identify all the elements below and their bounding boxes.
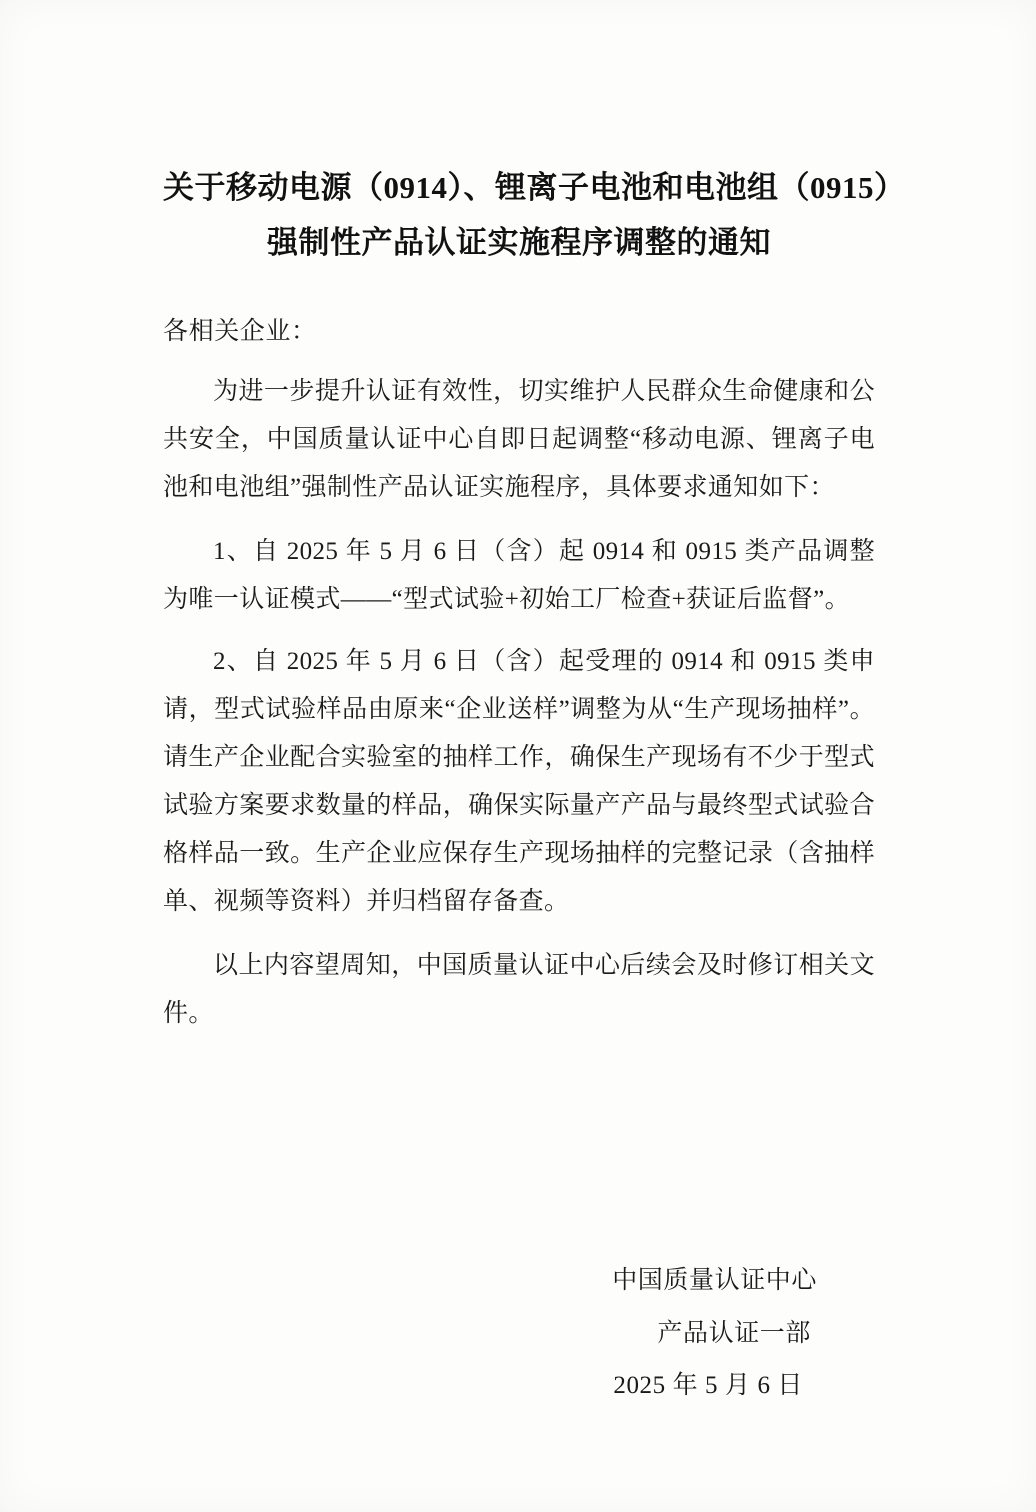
paragraph-item-2: 2、自 2025 年 5 月 6 日（含）起受理的 0914 和 0915 类申请，型式试验样品由原来“企业送样”调整为从“生产现场抽样”。请生产企业配合实验室的抽样工作，确保生产现场有不少于型式试验方案要求数量的样品，确保实际量产产品与最终型式试验合格样品一致。生产企业应保存生产现场抽样的完整记录（含抽样单、视频等资料）并归档留存备查。	[163, 648, 875, 916]
document-body	[163, 160, 906, 1054]
title-line-1: 关于移动电源（0914）、锂离子电池和电池组（0915）	[163, 170, 906, 205]
signature-department: 产品认证一部	[657, 1319, 811, 1347]
signature-block	[163, 1255, 875, 1413]
paragraph-closing: 以上内容望周知，中国质量认证中心后续会及时修订相关文件。	[163, 952, 875, 1028]
paragraph-intro: 为进一步提升认证有效性，切实维护人民群众生命健康和公共安全，中国质量认证中心自即日起调整“移动电源、锂离子电池和电池组”强制性产品认证实施程序，具体要求通知如下：	[163, 378, 875, 502]
page-title	[163, 160, 906, 270]
signature-organization: 中国质量认证中心	[612, 1267, 817, 1294]
title-line-2: 强制性产品认证实施程序调整的通知	[267, 225, 771, 261]
salutation: 各相关企业：	[163, 318, 317, 346]
signature-date: 2025 年 5 月 6 日	[613, 1372, 803, 1399]
paragraph-item-1: 1、自 2025 年 5 月 6 日（含）起 0914 和 0915 类产品调整为唯一认证模式——“型式试验+初始工厂检查+获证后监督”。	[163, 538, 875, 614]
